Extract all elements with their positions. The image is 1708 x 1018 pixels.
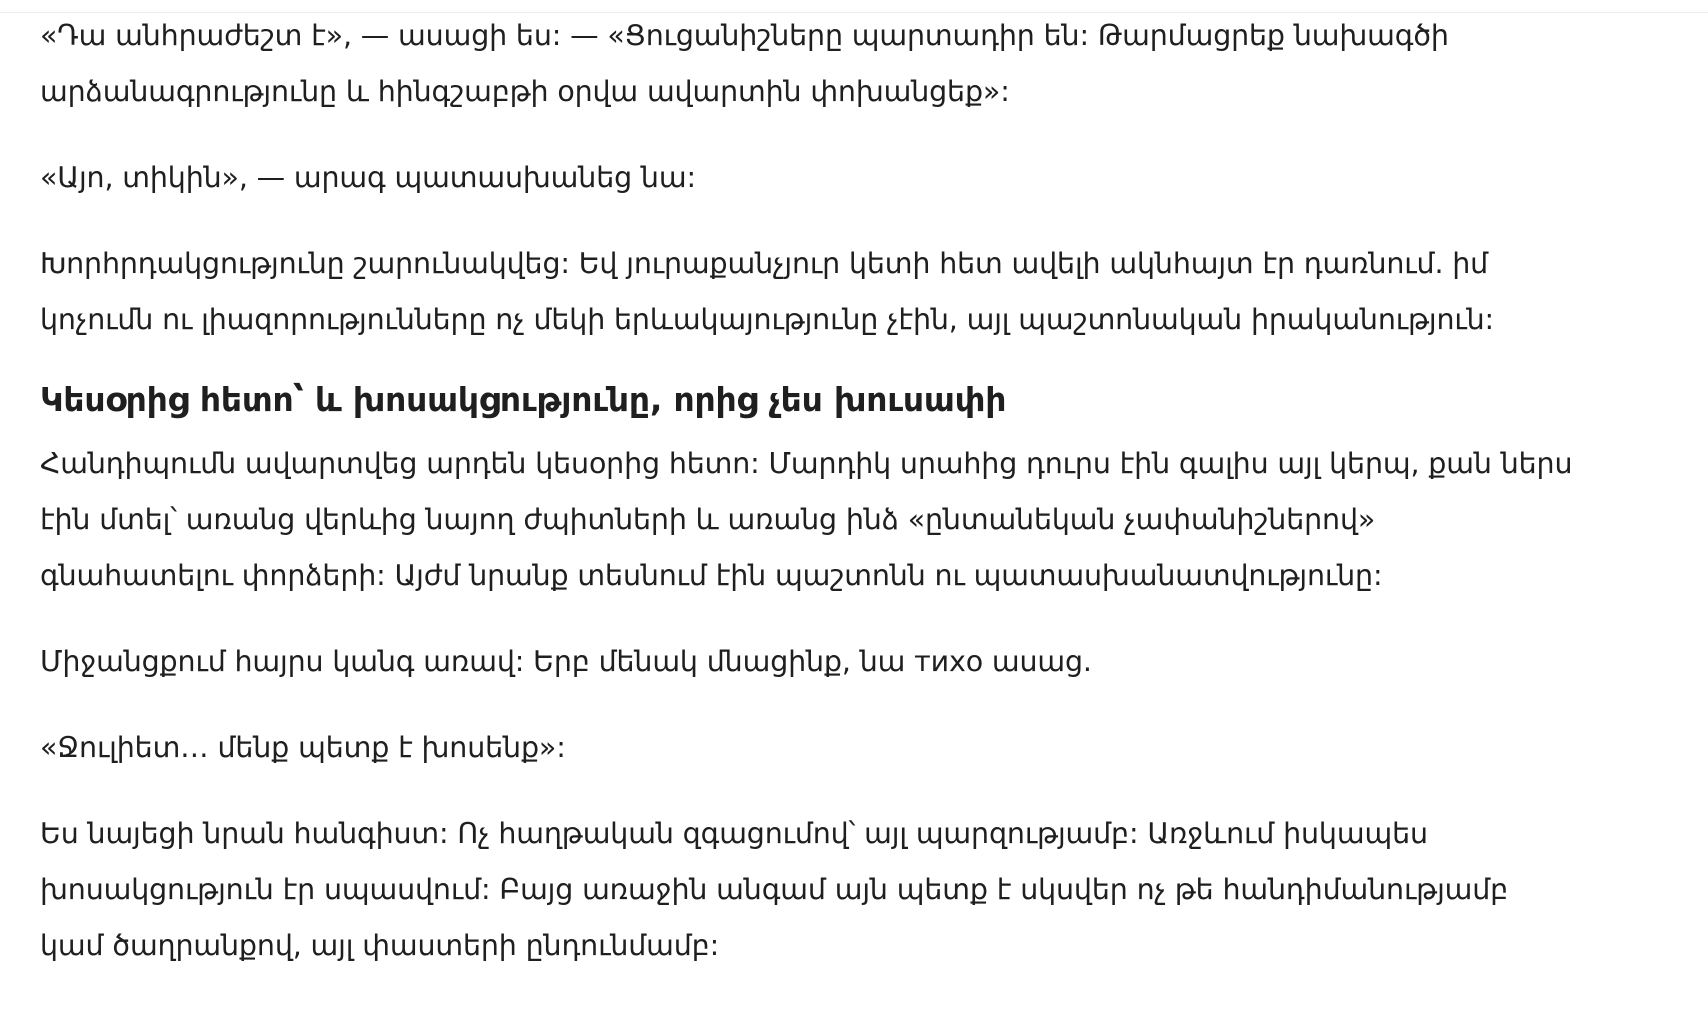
paragraph-line: Խորհրդակցությունը շարունակվեց: Եվ յուրաքանչյուր կետի հետ ավելի ակնհայտ էր դառնում. իմ bbox=[40, 247, 1489, 280]
paragraph-line: «Այո, տիկին», — արագ պատասխանեց նա: bbox=[40, 161, 696, 194]
section-heading: Կեսօրից հետո՝ և խոսակցությունը, որից չես խուսափի bbox=[40, 380, 1007, 419]
paragraph-meeting-continued bbox=[40, 236, 1640, 348]
paragraph-line: Հանդիպումն ավարտվեց արդեն կեսօրից հետո: Մարդիկ սրահից դուրս էին գալիս այլ կերպ, քան ներս bbox=[40, 447, 1573, 480]
article-body bbox=[40, 8, 1640, 1004]
paragraph-line: արձանագրությունը և հինգշաբթի օրվա ավարտին փոխանցեք»: bbox=[40, 75, 1010, 108]
paragraph-line: Միջանցքում հայրս կանգ առավ: Երբ մենակ մնացինք, նա тихо ասաց. bbox=[40, 645, 1092, 678]
paragraph-father-stopped bbox=[40, 634, 1640, 690]
paragraph-line: կամ ծաղրանքով, այլ փաստերի ընդունմամբ: bbox=[40, 929, 720, 962]
paragraph-yes-madam bbox=[40, 150, 1640, 206]
paragraph-line: գնահատելու փորձերի: Այժմ նրանք տեսնում էին պաշտոնն ու պատասխանատվությունը: bbox=[40, 559, 1383, 592]
paragraph-line: խոսակցություն էր սպասվում: Բայց առաջին անգամ այն պետք է սկսվեր ոչ թե հանդիմանությամբ bbox=[40, 873, 1509, 906]
paragraph-line: էին մտել՝ առանց վերևից նայող ժպիտների և առանց ինձ «ընտանեկան չափանիշներով» bbox=[40, 503, 1376, 536]
paragraph-metrics-required bbox=[40, 8, 1640, 120]
paragraph-we-need-to-talk bbox=[40, 720, 1640, 776]
paragraph-line: կոչումն ու լիազորությունները ոչ մեկի երևակայությունը չէին, այլ պաշտոնական իրականություն: bbox=[40, 303, 1494, 336]
paragraph-line: «Դա անհրաժեշտ է», — ասացի ես: — «Ցուցանիշները պարտադիր են: Թարմացրեք նախագծի bbox=[40, 19, 1449, 52]
paragraph-line: Ես նայեցի նրան հանգիստ: Ոչ հաղթական զգացումով՝ այլ պարզությամբ: Առջևում իսկապես bbox=[40, 817, 1428, 850]
paragraph-meeting-ended bbox=[40, 436, 1640, 604]
paragraph-calm-look bbox=[40, 806, 1640, 974]
paragraph-line: «Ջուլիետ… մենք պետք է խոսենք»: bbox=[40, 731, 566, 764]
